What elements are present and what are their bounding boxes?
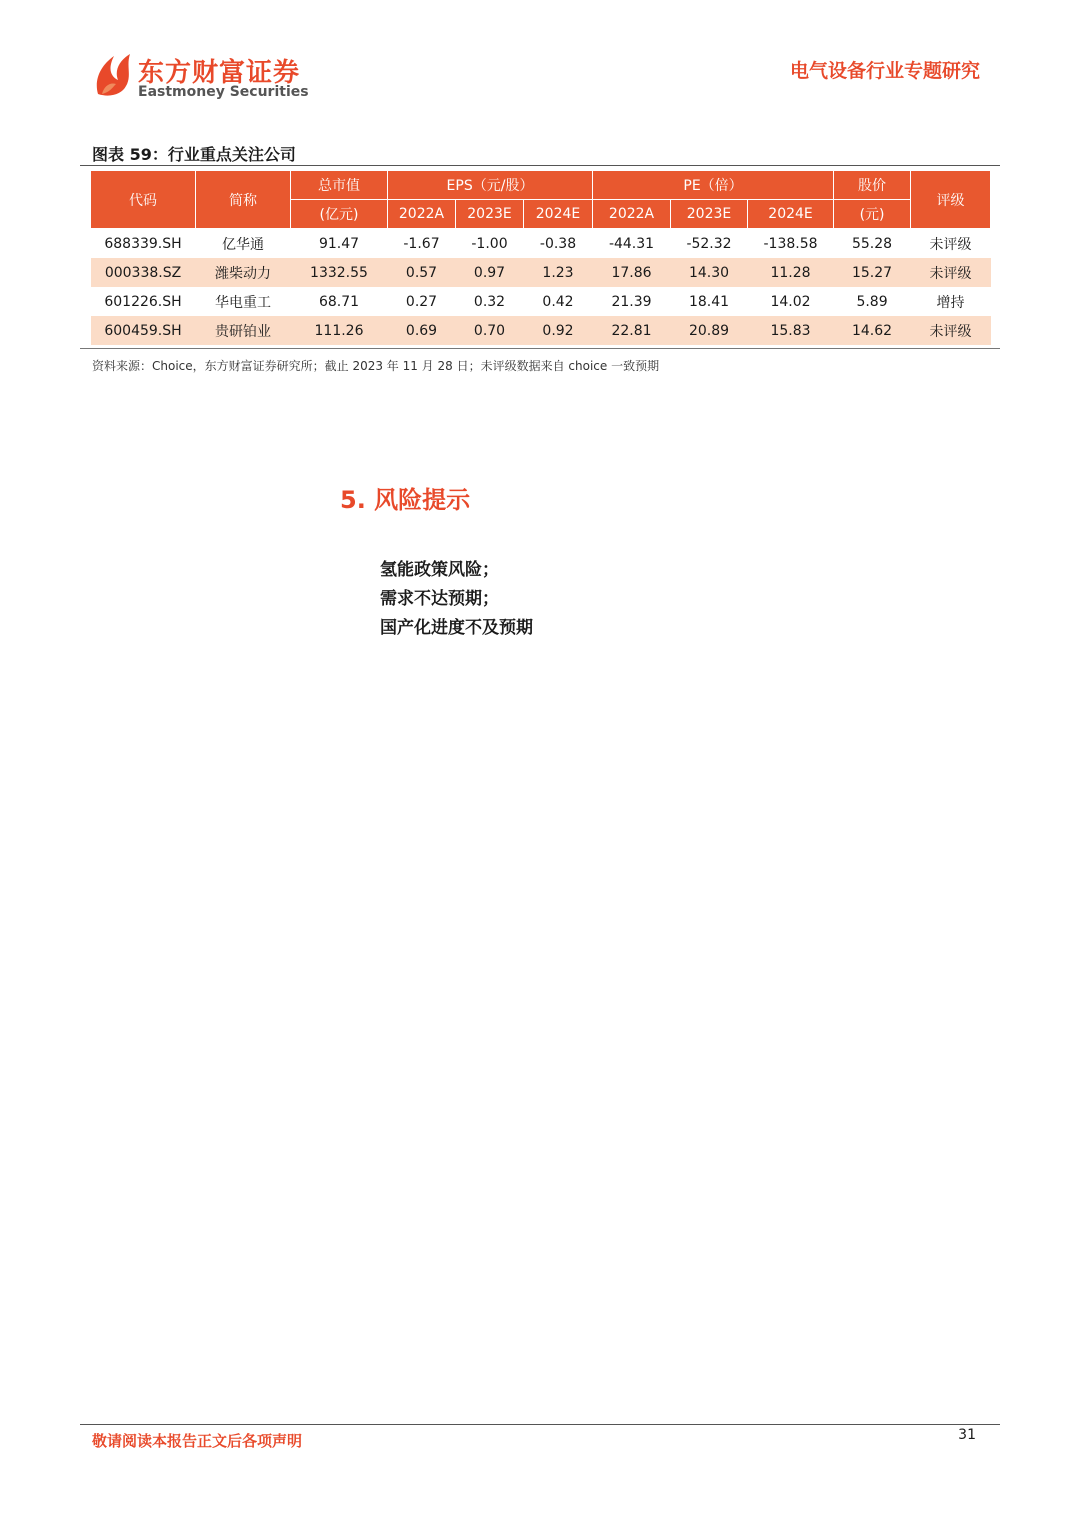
cell-price: 5.89 xyxy=(856,293,888,310)
cell-mktcap: 68.71 xyxy=(318,293,360,310)
cell-pe-2024e: 11.28 xyxy=(748,258,834,287)
col-header-price: 股价 xyxy=(834,171,911,200)
footer-rule xyxy=(80,1424,1000,1425)
col-header-pe-2022a: 2022A xyxy=(593,200,671,229)
table-row xyxy=(91,258,991,287)
cell-eps-2022a: 0.57 xyxy=(388,258,456,287)
cell-pe-2023e: -52.32 xyxy=(686,235,732,252)
cell-pe-2022a: 21.39 xyxy=(611,293,652,310)
cell-pe-2024e: -138.58 xyxy=(763,235,818,252)
cell-code: 688339.SH xyxy=(104,235,182,252)
cell-eps-2024e: -0.38 xyxy=(539,235,577,252)
cell-name: 潍柴动力 xyxy=(196,258,291,287)
list-item: 国产化进度不及预期 xyxy=(380,618,533,638)
cell-pe-2022a: 22.81 xyxy=(593,316,671,345)
col-header-pe-2024e: 2024E xyxy=(748,200,834,229)
cell-name: 华电重工 xyxy=(215,294,271,311)
cell-mktcap: 1332.55 xyxy=(291,258,388,287)
cell-price: 14.62 xyxy=(834,316,911,345)
logo-english-name: Eastmoney Securities xyxy=(138,84,309,100)
col-header-mktcap-unit: (亿元) xyxy=(291,200,388,229)
table-bottom-rule xyxy=(80,348,1000,349)
cell-eps-2024e: 1.23 xyxy=(524,258,593,287)
cell-mktcap: 91.47 xyxy=(318,235,360,252)
col-header-eps-2024e: 2024E xyxy=(524,200,593,229)
page-number: 31 xyxy=(958,1427,976,1443)
cell-pe-2023e: 20.89 xyxy=(671,316,748,345)
table-header-row xyxy=(91,171,991,200)
cell-eps-2023e: -1.00 xyxy=(471,235,508,252)
table-row xyxy=(91,287,991,316)
col-header-eps: EPS（元/股） xyxy=(388,171,593,200)
figure-title: 图表 59：行业重点关注公司 xyxy=(92,145,296,164)
document-title: 电气设备行业专题研究 xyxy=(789,60,980,82)
col-header-mktcap: 总市值 xyxy=(291,171,388,200)
list-item: 需求不达预期； xyxy=(380,589,499,609)
cell-price: 15.27 xyxy=(834,258,911,287)
cell-rating: 未评级 xyxy=(929,236,972,253)
col-header-pe: PE（倍） xyxy=(593,171,834,200)
cell-eps-2022a: -1.67 xyxy=(403,235,440,252)
cell-eps-2022a: 0.69 xyxy=(388,316,456,345)
footer-disclaimer: 敬请阅读本报告正文后各项声明 xyxy=(92,1432,303,1450)
cell-pe-2024e: 15.83 xyxy=(748,316,834,345)
cell-name: 贵研铂业 xyxy=(196,316,291,345)
section-title: 5. 风险提示 xyxy=(340,486,471,514)
cell-eps-2022a: 0.27 xyxy=(405,293,438,310)
cell-code: 601226.SH xyxy=(104,293,182,310)
cell-eps-2023e: 0.97 xyxy=(456,258,524,287)
company-table xyxy=(90,170,991,345)
col-header-name: 简称 xyxy=(196,171,291,229)
cell-rating: 未评级 xyxy=(911,258,991,287)
col-header-rating: 评级 xyxy=(911,171,991,229)
figure-top-rule xyxy=(80,165,1000,166)
cell-price: 55.28 xyxy=(851,235,893,252)
cell-pe-2023e: 18.41 xyxy=(688,293,730,310)
cell-pe-2023e: 14.30 xyxy=(671,258,748,287)
cell-code: 000338.SZ xyxy=(91,258,196,287)
cell-mktcap: 111.26 xyxy=(291,316,388,345)
cell-pe-2022a: 17.86 xyxy=(593,258,671,287)
cell-code: 600459.SH xyxy=(91,316,196,345)
logo-chinese-name: 东方财富证券 xyxy=(138,58,301,88)
col-header-eps-2023e: 2023E xyxy=(456,200,524,229)
col-header-eps-2022a: 2022A xyxy=(388,200,456,229)
list-item: 氢能政策风险； xyxy=(380,560,499,580)
eastmoney-flame-icon xyxy=(92,50,134,100)
table-row xyxy=(91,229,991,259)
cell-eps-2023e: 0.70 xyxy=(456,316,524,345)
source-note: 资料来源：Choice，东方财富证券研究所；截止 2023 年 11 月 28 日；未评级数据来自 choice 一致预期 xyxy=(92,359,660,373)
col-header-price-unit: (元) xyxy=(834,200,911,229)
cell-rating: 未评级 xyxy=(911,316,991,345)
cell-eps-2023e: 0.32 xyxy=(473,293,506,310)
risk-list xyxy=(380,556,533,643)
cell-eps-2024e: 0.42 xyxy=(542,293,574,310)
col-header-pe-2023e: 2023E xyxy=(671,200,748,229)
cell-eps-2024e: 0.92 xyxy=(524,316,593,345)
cell-rating: 增持 xyxy=(936,294,965,311)
col-header-code: 代码 xyxy=(91,171,196,229)
table-row xyxy=(91,316,991,345)
cell-pe-2022a: -44.31 xyxy=(608,235,655,252)
cell-name: 亿华通 xyxy=(222,236,264,253)
cell-pe-2024e: 14.02 xyxy=(770,293,811,310)
